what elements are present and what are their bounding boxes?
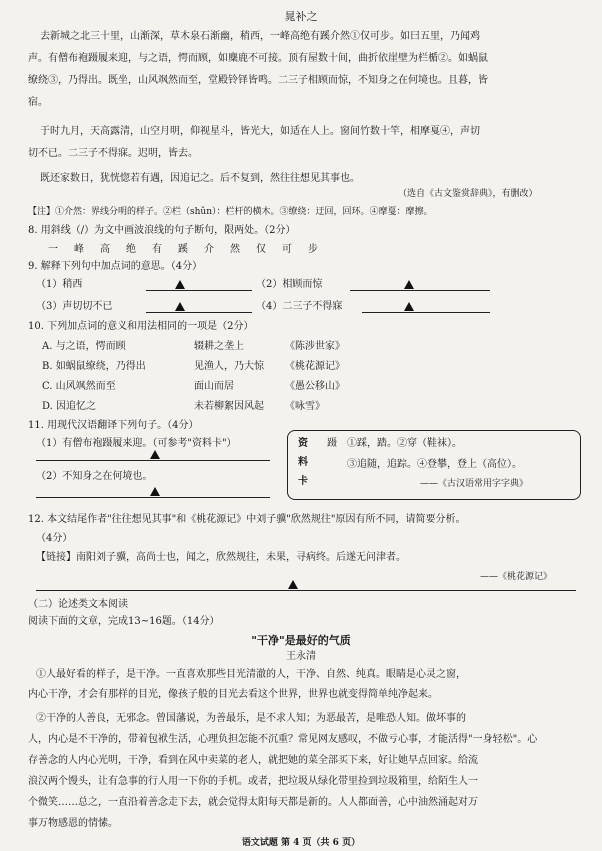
card-source: ——《古汉语常用字字典》 xyxy=(420,479,529,489)
q9-label: 9. 解释下列句中加点词的意思。（4分） xyxy=(28,261,203,272)
q10-option-a-source: 《陈涉世家》 xyxy=(285,341,345,352)
article-line: 人，内心是不干净的，带着包袱生活，心理负担怎能不沉重？常见网友感叹，不做亏心事，才能活得"一身轻松"。心 xyxy=(28,734,538,745)
passage-title: 晁补之 xyxy=(284,10,318,23)
page-footer: 语文试题 第 4 页（共 6 页） xyxy=(241,838,361,848)
q9-item: （2）相顾而惊 xyxy=(256,279,323,290)
answer-marker-icon xyxy=(150,487,160,496)
q8-char: 仅 xyxy=(256,244,266,255)
card-side-char: 卡 xyxy=(298,476,308,487)
passage-line: 既还家数日，犹恍惚若有遇，因追记之。后不复到，然往往想见其事也。 xyxy=(40,173,360,184)
q10-option-c-source: 《愚公移山》 xyxy=(285,381,345,392)
q10-option-d-source: 《咏雪》 xyxy=(285,401,325,412)
passage-line: 去新城之北三十里，山渐深，草木泉石渐幽，稍西，一峰高绝有蹊介然①仅可步。如曰五里，乃闻鸡 xyxy=(40,31,480,42)
answer-marker-icon xyxy=(404,280,414,289)
q12-score: （4分） xyxy=(36,533,73,544)
answer-line[interactable] xyxy=(36,497,270,498)
q8-char: 然 xyxy=(230,244,240,255)
q11-item: （1）有僧布袍蹑履来迎。（可参考"资料卡"） xyxy=(36,438,237,449)
q8-sentence xyxy=(48,243,318,256)
answer-marker-icon xyxy=(175,302,185,311)
passage-line: 于时九月，天高露清，山空月明，仰视星斗，皆光大，如适在人上。窗间竹数十竿，相摩戛④，声切 xyxy=(40,126,480,137)
q12-link-source: ——《桃花源记》 xyxy=(480,572,553,582)
q11-label: 11. 用现代汉语翻译下列句子。（4分） xyxy=(28,420,199,431)
q10-option-c-compare: 面山而居 xyxy=(194,381,234,392)
passage-line: 宿。 xyxy=(28,97,48,108)
answer-line[interactable] xyxy=(36,460,270,461)
article-line: ②干净的人善良，无邪念。曾国藩说，为善最乐，是不求人知；为恶最苦，是唯恐人知。做坏事的 xyxy=(36,713,466,724)
q9-item: （1）稍西 xyxy=(36,279,83,290)
passage-source: （选自《古文鉴赏辞典》，有删改） xyxy=(398,189,538,199)
card-side-char: 资 xyxy=(298,438,308,449)
section-instruction: 阅读下面的文章，完成13~16题。（14分） xyxy=(28,616,220,627)
section-heading: （二）论述类文本阅读 xyxy=(28,599,128,610)
q9-item: （4）二三子不得寐 xyxy=(256,301,343,312)
q8-char: 步 xyxy=(308,244,318,255)
q8-char: 有 xyxy=(152,244,162,255)
q8-label: 8. 用斜线（/）为文中画波浪线的句子断句，限两处。（2分） xyxy=(28,225,296,236)
q10-option-c[interactable]: C. 山风飒然而至 xyxy=(42,381,116,392)
answer-line[interactable] xyxy=(36,590,576,591)
passage-line: 缭绕③，乃得出。既坐，山风飒然而至，堂殿铃铎皆鸣。二三子相顾而惊，不知身之在何境也。且暮，皆 xyxy=(28,75,488,86)
q10-option-d-compare: 未若柳絮因风起 xyxy=(194,401,264,412)
q10-option-b[interactable]: B. 如蜗鼠缭绕，乃得出 xyxy=(42,361,146,372)
article-line: 存善念的人内心光明，干净，看到在风中卖菜的老人，就把她的菜全部买下来，好让她早点回家。给流 xyxy=(28,755,478,766)
q8-char: 蹊 xyxy=(178,244,188,255)
answer-marker-icon xyxy=(288,580,298,589)
passage-line: 声。有僧布袍蹑履来迎，与之语，愕而顾，如麋鹿不可接。顶有屋数十间，曲折依崖壁为栏楯②。如蜗鼠 xyxy=(28,53,488,64)
q11-item: （2）不知身之在何境也。 xyxy=(36,471,153,482)
q10-option-b-source: 《桃花源记》 xyxy=(285,361,345,372)
answer-marker-icon xyxy=(150,450,160,459)
article-author: 王永清 xyxy=(286,651,316,662)
q8-char: 介 xyxy=(204,244,214,255)
article-line: 事万物感恩的情愫。 xyxy=(28,818,118,829)
q10-label: 10. 下列加点词的意义和用法相同的一项是（2分） xyxy=(28,321,254,332)
passage-line: 切不已。二三子不得寐。迟明，皆去。 xyxy=(28,148,198,159)
q8-char: 高 xyxy=(100,244,110,255)
q9-item: （3）声切切不已 xyxy=(36,301,113,312)
answer-marker-icon xyxy=(175,280,185,289)
answer-line[interactable] xyxy=(146,290,252,291)
answer-marker-icon xyxy=(404,302,414,311)
q12-link: 【链接】南阳刘子骥，高尚士也，闻之，欣然规往，未果，寻病终。后遂无问津者。 xyxy=(36,552,406,563)
card-side-char: 料 xyxy=(298,457,308,468)
q10-option-a-compare: 辍耕之垄上 xyxy=(194,341,244,352)
q8-char: 峰 xyxy=(74,244,84,255)
card-line: 蹑 ①踩，踏。②穿（鞋袜）。 xyxy=(327,438,462,449)
q10-option-d[interactable]: D. 因追忆之 xyxy=(42,401,97,412)
article-line: 个微笑……总之，一直沿着善念走下去，就会觉得太阳每天都是新的。人人都面善，心中油然涌起对万 xyxy=(28,797,478,808)
answer-line[interactable] xyxy=(350,290,490,291)
q12-label: 12. 本文结尾作者"往往想见其事"和《桃花源记》中刘子骥"欣然规往"原因有所不同，请简要分析。 xyxy=(28,514,466,525)
article-line: 浪汉两个馒头，让有急事的行人用一下你的手机。或者，把垃圾从绿化带里捡到垃圾箱里，给陌生人一 xyxy=(28,776,478,787)
q10-option-b-compare: 见渔人，乃大惊 xyxy=(194,361,264,372)
q10-option-a[interactable]: A. 与之语，愕而顾 xyxy=(42,341,126,352)
q8-char: 一 xyxy=(48,244,58,255)
q8-char: 可 xyxy=(282,244,292,255)
q8-char: 绝 xyxy=(126,244,136,255)
article-line: ①人最好看的样子，是干净。一直喜欢那些目光清澈的人，干净、自然、纯真。眼睛是心灵之窗， xyxy=(36,669,466,680)
notes: 【注】①介然：界线分明的样子。②栏（shǔn）：栏杆的横木。③缭绕：迂回，回环。④摩戛：摩擦。 xyxy=(28,207,433,217)
article-title: "干净"是最好的气质 xyxy=(251,634,351,647)
card-line: ③追随，追踪。④登攀，登上（高位）。 xyxy=(327,459,522,470)
article-line: 内心干净，才会有那样的目光，像孩子般的目光去看这个世界，世界也就变得简单纯净起来。 xyxy=(28,689,438,700)
answer-line[interactable] xyxy=(362,312,490,313)
answer-line[interactable] xyxy=(146,312,252,313)
